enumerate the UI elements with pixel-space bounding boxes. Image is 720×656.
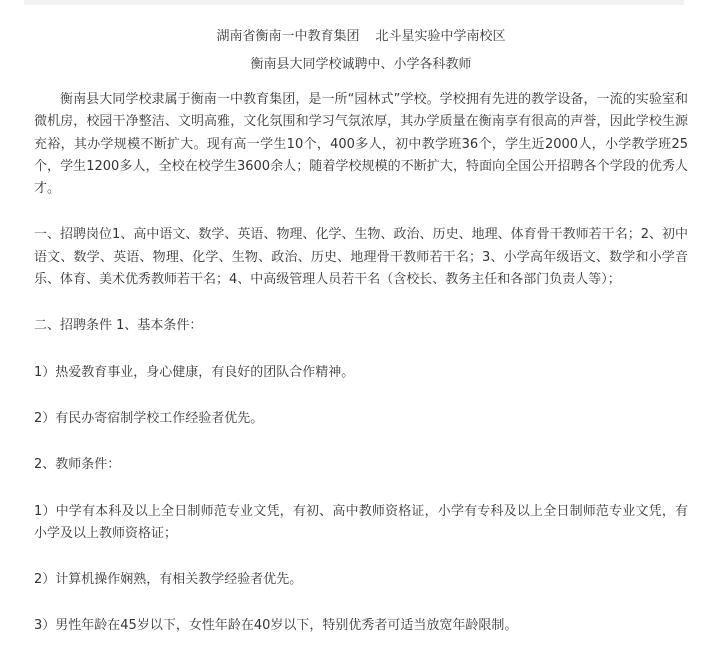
basic-condition-1: 1）热爱教育事业，身心健康，有良好的团队合作精神。 [34,364,355,380]
intro-paragraph: 衡南县大同学校隶属于衡南一中教育集团，是一所“园林式”学校。学校拥有先进的教学设备，一流的实验室和微机房，校园干净整洁、文明高雅，文化氛围和学习气氛浓厚，其办学质量在衡南享有很高的声誉，因此学校生源充裕，其办学规模不断扩大。现有高一学生10个，400多人，初中教学班36个，学生近2000人，小学教学班25个，学生1200多人，全校在校学生3600余人；随着学校规模的不断扩大，特面向全国公开招聘各个学段的优秀人才。 [34,92,688,197]
teacher-condition-2: 2）计算机操作娴熟，有相关教学经验者优先。 [34,572,303,588]
conditions-heading: 二、招聘条件 1、基本条件： [34,318,203,334]
article-subtitle: 衡南县大同学校诚聘中、小学各科教师 [250,57,472,72]
positions-paragraph: 一、招聘岗位1、高中语文、数学、英语、物理、化学、生物、政治、历史、地理、体育骨干教师若干名；2、初中语文、数学、英语、物理、化学、生物、政治、历史、地理骨干教师若干名；3、小学高年级语文、数学和小学音乐、体育、美术优秀教师若干名；4、中高级管理人员若干名（含校长、教务主任和各部门负责人等）； [34,227,688,288]
top-divider-bar [24,0,684,5]
teacher-conditions-heading: 2、教师条件： [34,457,121,473]
title-organization: 湖南省衡南一中教育集团 [216,29,360,44]
teacher-condition-3: 3）男性年龄在45岁以下，女性年龄在40岁以下，特别优秀者可适当放宽年龄限制。 [34,618,518,634]
title-campus: 北斗星实验中学南校区 [375,29,506,44]
teacher-condition-1: 1）中学有本科及以上全日制师范专业文凭，有初、高中教师资格证，小学有专科及以上全日制师范专业文凭，有小学及以上教师资格证； [34,503,688,541]
basic-condition-2: 2）有民办寄宿制学校工作经验者优先。 [34,410,264,426]
article-title [34,26,688,48]
article-content [34,24,688,638]
